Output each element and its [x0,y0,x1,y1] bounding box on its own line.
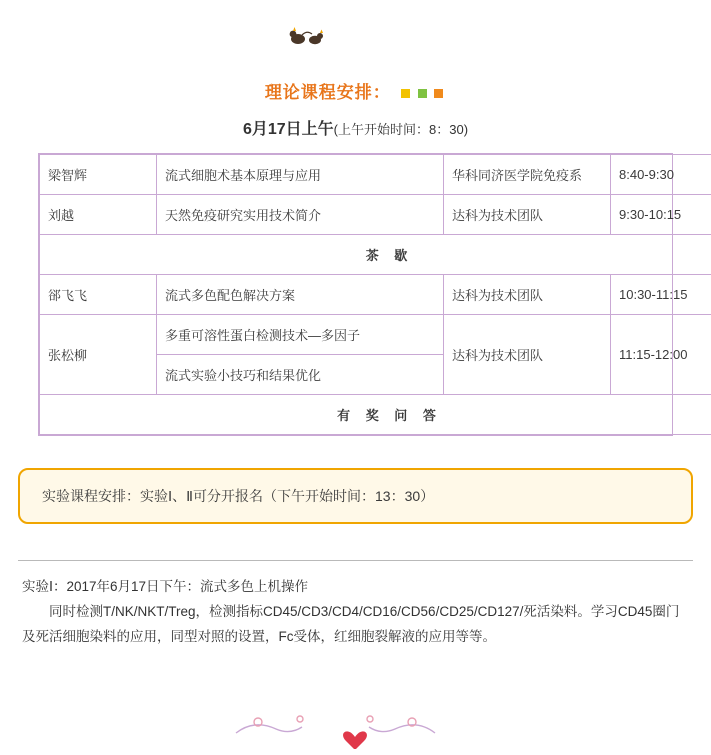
experiment-body: 同时检测T/NK/NKT/Treg，检测指标CD45/CD3/CD4/CD16/CD56/CD25/CD127/死活染料。学习CD45圈门及死活细胞染料的应用，同型对照的设置，Fc受体，红细胞裂解液的应用等等。 [22,600,689,650]
schedule-table [39,154,711,435]
session-date: 6月17日上午 [243,121,334,138]
session-time: 9:30-10:15 [611,195,711,235]
marker-square-orange [434,89,443,98]
session-topic: 天然免疫研究实用技术简介 [157,195,444,235]
speaker-name: 刘越 [40,195,157,235]
speaker-name: 郤飞飞 [40,275,157,315]
page-root [0,8,711,755]
marker-square-yellow [401,89,410,98]
section-title-text: 理论课程安排： [265,83,391,102]
section-divider [18,560,693,561]
birds-icon [282,22,334,48]
session-time: 8:40-9:30 [611,155,711,195]
break-label: 茶 歇 [40,235,711,275]
title-marker-squares [401,81,446,107]
session-topic: 流式细胞术基本原理与应用 [157,155,444,195]
session-time: 10:30-11:15 [611,275,711,315]
speaker-org: 达科为技术团队 [444,275,611,315]
experiment-lead: 实验Ⅰ：2017年6月17日下午：流式多色上机操作 [22,575,689,600]
experiment-banner-text: 实验课程安排：实验Ⅰ、Ⅱ可分开报名（下午开始时间：13：30） [42,488,434,504]
table-row [40,275,711,315]
cloud-right-icon [332,54,368,74]
session-start-time: (上午开始时间：8：30) [334,122,468,137]
session-time: 11:15-12:00 [611,315,711,395]
marker-square-green [418,89,427,98]
speaker-name: 张松柳 [40,315,157,395]
speaker-org: 华科同济医学院免疫系 [444,155,611,195]
section-title [0,80,711,106]
table-row [40,315,711,355]
qa-label: 有 奖 问 答 [40,395,711,435]
schedule-table-container [38,153,673,436]
table-row [40,195,711,235]
cloud-left-icon [244,54,280,74]
header-decoration [0,8,711,78]
table-row-break [40,235,711,275]
session-topic: 流式多色配色解决方案 [157,275,444,315]
session-topic: 多重可溶性蛋白检测技术—多因子 [157,315,444,355]
speaker-org: 达科为技术团队 [444,315,611,395]
footer-heart-decoration [0,707,711,749]
session-topic: 流式实验小技巧和结果优化 [157,355,444,395]
session-subtitle [0,116,711,139]
table-row-qa [40,395,711,435]
speaker-name: 梁智辉 [40,155,157,195]
table-row [40,155,711,195]
experiment-details [22,575,689,650]
speaker-org: 达科为技术团队 [444,195,611,235]
experiment-banner [18,468,693,524]
